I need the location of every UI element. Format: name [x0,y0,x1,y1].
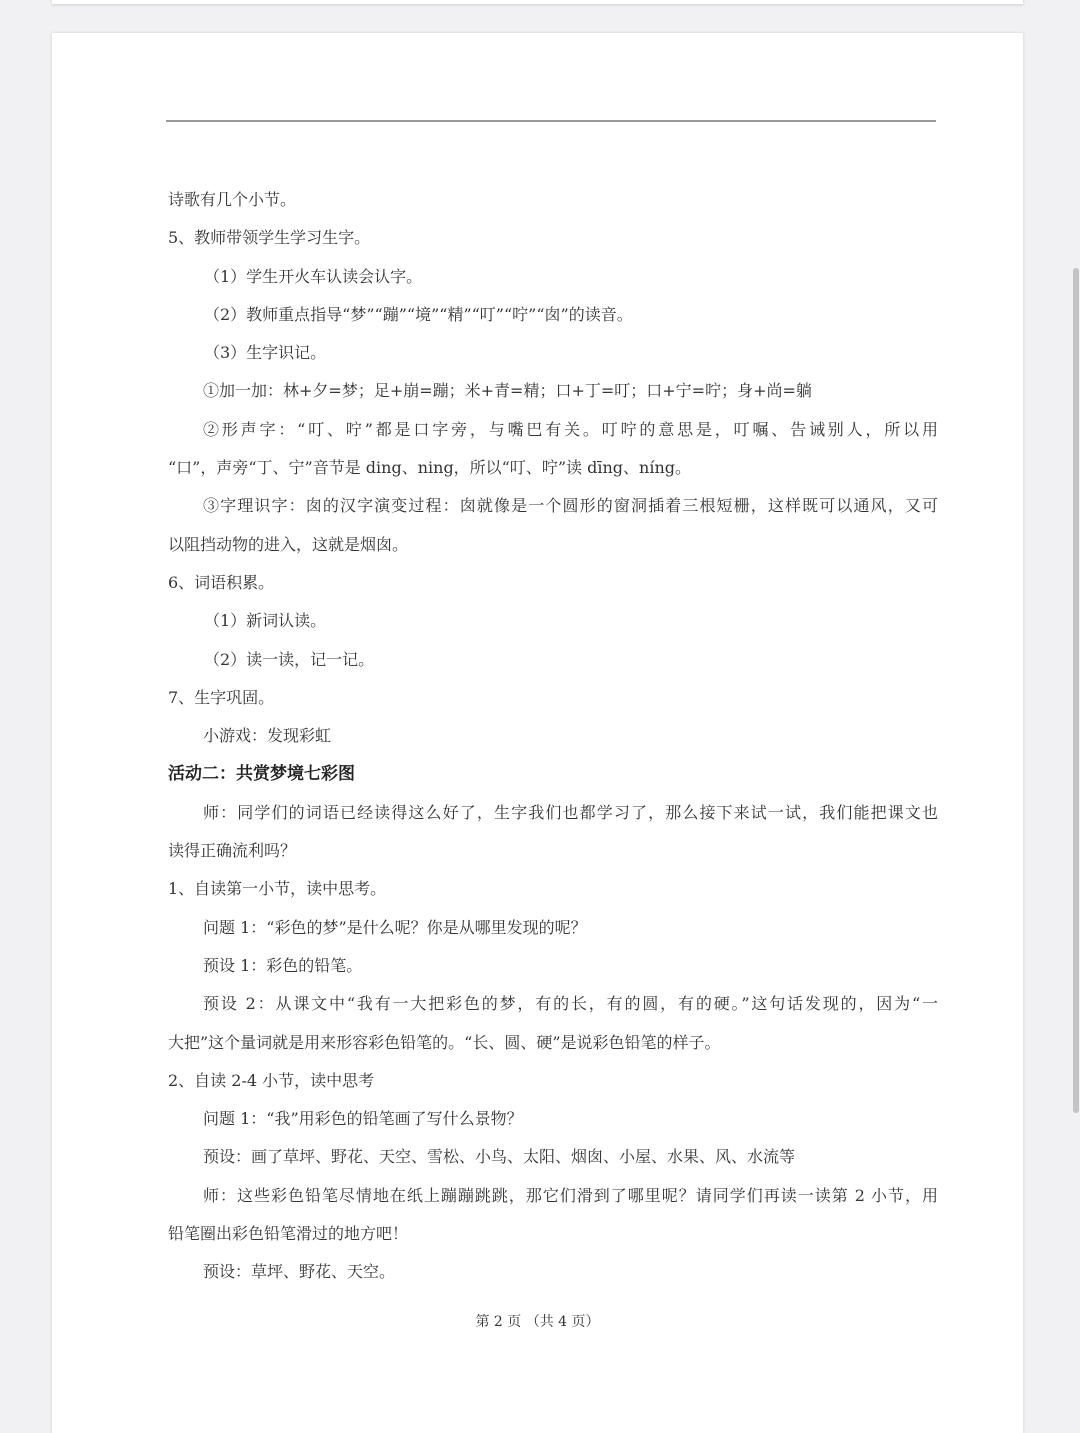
text-line: 预设 2：从课文中“我有一大把彩色的梦，有的长，有的圆，有的硬。”这句话发现的，因为“一 [203,994,938,1014]
text-line: （1）学生开火车认读会认字。 [204,266,423,286]
section-heading: 2、自读 2-4 小节，读中思考 [168,1070,375,1090]
text-line: 读得正确流利吗？ [168,841,297,861]
activity-heading: 活动二：共赏梦境七彩图 [168,764,355,785]
text-line: （3）生字识记。 [204,343,327,363]
text-line: ②形声字：“叮、咛”都是口字旁，与嘴巴有关。叮咛的意思是，叮嘱、告诫别人，所以用 [203,419,938,439]
text-line: 大把”这个量词就是用来形容彩色铅笔的。“长、圆、硬”是说彩色铅笔的样子。 [168,1032,721,1052]
text-line: 铅笔圈出彩色铅笔滑过的地方吧！ [168,1224,409,1244]
document-page [52,33,1023,1433]
vertical-scrollbar[interactable] [1073,268,1079,1113]
previous-page-edge [52,0,1023,4]
section-heading: 5、教师带领学生学习生字。 [168,228,371,248]
text-line: 小游戏：发现彩虹 [203,726,332,746]
text-line: 师：同学们的词语已经读得这么好了，生字我们也都学习了，那么接下来试一试，我们能把课文也 [203,802,938,822]
text-line: 以阻挡动物的进入，这就是烟囱。 [168,534,409,554]
text-line: 预设：草坪、野花、天空。 [203,1262,396,1282]
page-content [168,181,938,1292]
text-line: 问题 1：“彩色的梦”是什么呢？你是从哪里发现的呢？ [203,917,587,937]
text-line: （1）新词认读。 [204,611,327,631]
text-line: “口”，声旁“丁、宁”音节是 ding、ning，所以“叮、咛”读 dīng、níng。 [168,458,692,478]
text-line: 诗歌有几个小节。 [168,190,297,209]
text-line: 师：这些彩色铅笔尽情地在纸上蹦蹦跳跳，那它们滑到了哪里呢？请同学们再读一读第 2 小节，用 [203,1185,938,1205]
text-line: 预设：画了草坪、野花、天空、雪松、小鸟、太阳、烟囱、小屋、水果、风、水流等 [203,1147,796,1167]
text-line: 预设 1：彩色的铅笔。 [203,955,363,975]
text-line: （2）读一读，记一记。 [204,649,375,669]
text-line: 问题 1：“我”用彩色的铅笔画了写什么景物？ [203,1109,523,1129]
text-line: （2）教师重点指导“梦”“蹦”“境”“精”“叮”“咛”“囱”的读音。 [204,304,633,324]
section-heading: 7、生字巩固。 [168,687,275,707]
section-heading: 1、自读第一小节，读中思考。 [168,879,387,899]
section-heading: 6、词语积累。 [168,572,275,592]
text-line: ③字理识字：囱的汉字演变过程：囱就像是一个圆形的窗洞插着三根短栅，这样既可以通风，又可 [203,496,938,516]
header-rule [166,120,936,122]
page-number-footer: 第 2 页 （共 4 页） [475,1314,600,1330]
text-line: ①加一加：林+夕=梦；足+崩=蹦；米+青=精；口+丁=叮；口+宁=咛；身+尚=躺 [203,381,812,401]
